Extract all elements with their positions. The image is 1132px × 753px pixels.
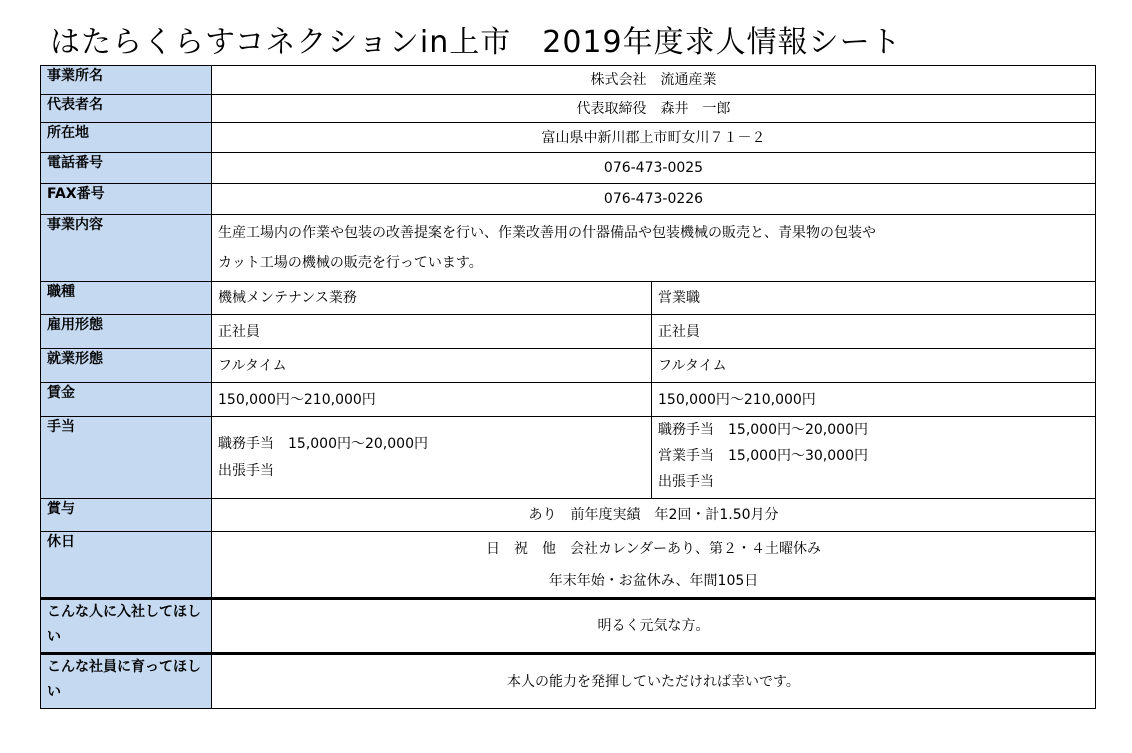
label-job: 職種 — [41, 282, 212, 315]
worktype-col-1: フルタイム — [212, 349, 652, 383]
employ-col-2: 正社員 — [652, 315, 1096, 349]
job-col-1: 機械メンテナンス業務 — [212, 282, 652, 315]
label-employ: 雇用形態 — [41, 315, 212, 349]
row-rep — [41, 95, 1096, 123]
row-worktype — [41, 349, 1096, 383]
row-fax — [41, 184, 1096, 215]
row-job — [41, 282, 1096, 315]
row-holiday — [41, 532, 1096, 599]
business-line-2: カット工場の機械の販売を行っています。 — [218, 255, 483, 271]
label-holiday: 休日 — [41, 532, 212, 599]
allowance-col2-line: 職務手当 15,000円～20,000円 — [658, 422, 868, 438]
row-phone — [41, 153, 1096, 184]
allowance-col-2 — [652, 417, 1096, 499]
label-phone: 電話番号 — [41, 153, 212, 184]
holiday-line-2: 年末年始・お盆休み、年間105日 — [548, 572, 759, 589]
page-title: はたらくらすコネクションin上市 2019年度求人情報シート — [50, 25, 902, 60]
value-company: 株式会社 流通産業 — [212, 66, 1096, 95]
label-bonus: 賞与 — [41, 499, 212, 532]
row-bonus — [41, 499, 1096, 532]
employ-col-1: 正社員 — [212, 315, 652, 349]
value-bonus: あり 前年度実績 年2回・計1.50月分 — [212, 499, 1096, 532]
job-info-table — [40, 65, 1096, 709]
value-address: 富山県中新川郡上市町女川７１－２ — [212, 123, 1096, 153]
value-grow: 本人の能力を発揮していただければ幸いです。 — [212, 654, 1096, 709]
allowance-col2-line: 出張手当 — [658, 474, 714, 490]
label-company: 事業所名 — [41, 66, 212, 95]
label-rep: 代表者名 — [41, 95, 212, 123]
job-col-2: 営業職 — [652, 282, 1096, 315]
value-phone: 076-473-0025 — [212, 153, 1096, 184]
row-allowance — [41, 417, 1096, 499]
label-business: 事業内容 — [41, 215, 212, 282]
label-worktype: 就業形態 — [41, 349, 212, 383]
value-business — [212, 215, 1096, 282]
worktype-col-2: フルタイム — [652, 349, 1096, 383]
row-address — [41, 123, 1096, 153]
row-wage — [41, 383, 1096, 417]
row-wanted — [41, 599, 1096, 654]
value-holiday — [212, 532, 1096, 599]
allowance-col1-line: 出張手当 — [218, 462, 274, 479]
row-business — [41, 215, 1096, 282]
allowance-col-1 — [212, 417, 652, 499]
holiday-line-1: 日 祝 他 会社カレンダーあり、第２・４土曜休み — [485, 540, 822, 557]
label-grow: こんな社員に育ってほしい — [41, 654, 212, 709]
row-grow — [41, 654, 1096, 709]
label-allowance: 手当 — [41, 417, 212, 499]
value-fax: 076-473-0226 — [212, 184, 1096, 215]
row-employ — [41, 315, 1096, 349]
wage-col-1: 150,000円～210,000円 — [212, 383, 652, 417]
label-fax: FAX番号 — [41, 184, 212, 215]
label-address: 所在地 — [41, 123, 212, 153]
business-line-1: 生産工場内の作業や包装の改善提案を行い、作業改善用の什器備品や包装機械の販売と、青果物の包装や — [218, 225, 876, 241]
value-rep: 代表取締役 森井 一郎 — [212, 95, 1096, 123]
row-company — [41, 66, 1096, 95]
label-wanted: こんな人に入社してほしい — [41, 599, 212, 654]
allowance-col1-line: 職務手当 15,000円～20,000円 — [218, 435, 428, 452]
allowance-col2-line: 営業手当 15,000円～30,000円 — [658, 448, 868, 464]
value-wanted: 明るく元気な方。 — [212, 599, 1096, 654]
wage-col-2: 150,000円～210,000円 — [652, 383, 1096, 417]
label-wage: 賃金 — [41, 383, 212, 417]
